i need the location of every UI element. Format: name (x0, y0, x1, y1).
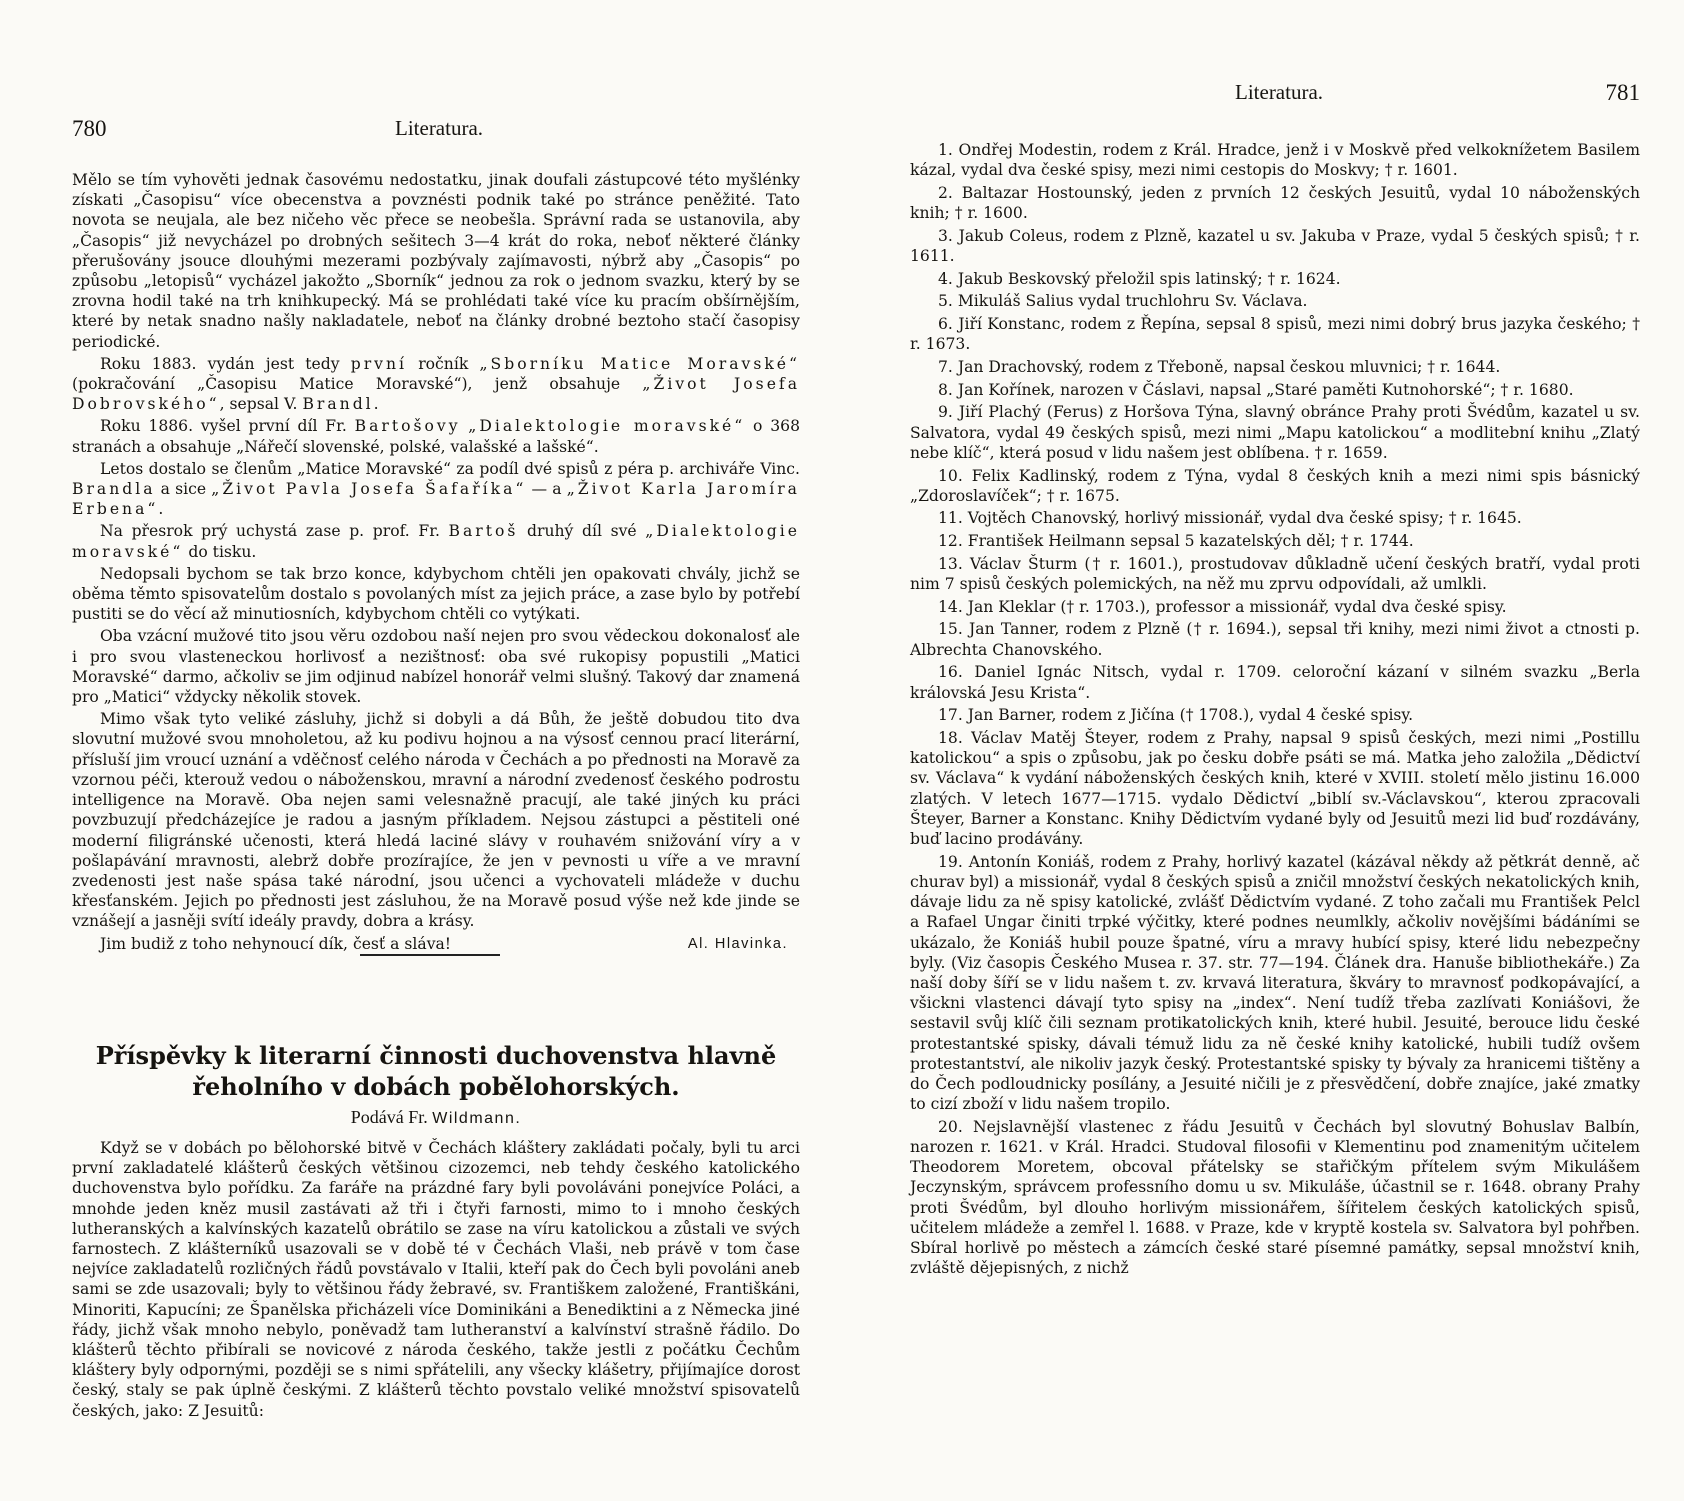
article-title-line: Příspěvky k literarní činnosti duchovenstva hlavně (95, 1041, 777, 1070)
paragraph: Mimo však tyto veliké zásluhy, jichž si dobyli a dá Bůh, že ještě dobudou tito dva slovutní mužové svou mnoholetou, až ku podivu hojnou a na výsosť cennou prací literární, přísluší jim vroucí uznání a vděčnosť celého národa v Čechách a po přednosti na Moravě za vzornou péči, kterouž vedou o náboženskou, mravní a národní zvedenosť českého podrostu intelligence na Moravě. Oba nejen sami velesnažně pracují, ale také jiných ku práci povzbuzují předcházejíce je radou a jasným příkladem. Nejsou zástupci a pěstiteli oné moderní filigránské učenosti, která hledá laciné slávy v rouhavém snižování víry a v pošlapávání mravnosti, alebrž dobře prozírajíce, že jen v pevnosti u víře a ve mravní zvedenosti jest naše spása také národní, jsou učenci a vychovateli mládeže v duchu křesťanském. Jejich po přednosti jest zásluhou, že na Moravě posud výše než kde jinde se vznášejí a jasněji svítí ideály pravdy, dobra a krásy. (72, 710, 800, 931)
paragraph-letos: Letos dostalo se členům „Matice Moravské“ za podíl dvé spisů z péra p. archiváře Vinc. Brandla a sice „Život Pavla Josefa Šafaříka“ — a „Život Karla Jaromíra Erbena“. (72, 459, 800, 519)
right-page-number: 781 (1605, 80, 1640, 105)
list-item: 1. Ondřej Modestin, rodem z Král. Hradce, jenž i v Moskvě před velkoknížetem Basilem kázal, vydal dva české spisy, mezi nimi cestopis do Moskvy; † r. 1601. (910, 141, 1640, 180)
list-item: 17. Jan Barner, rodem z Jičína († 1708.), vydal 4 české spisy. (938, 706, 1414, 725)
list-item: 10. Felix Kadlinský, rodem z Týna, vydal 8 českých knih a mezi nimi spis básnický „Zdoroslavíček“; † r. 1675. (910, 466, 1640, 505)
signature-line (72, 934, 800, 954)
right-running-title: Literatura. (1235, 80, 1324, 104)
list-item: 4. Jakub Beskovský přeložil spis latinský; † r. 1624. (938, 269, 1341, 288)
left-running-title: Literatura. (395, 116, 484, 140)
paragraph: Mělo se tím vyhověti jednak časovému nedostatku, jinak doufali zástupcové této myšlénky získati „Časopisu“ více obecenstva a povznésti podnik také po stránce peněžité. Tato novota se neujala, ale bez ničeho věc přece se neobešla. Správní rada se ustanovila, aby „Časopis“ již nevycházel po drobných sešitech 3—4 krát do roka, neboť některé články přerušovány jsouce dlouhými mezerami pozbývaly zajímavosti, nýbrž aby „Časopis“ po způsobu „letopisů“ vycházel jakožto „Sborník“ jednou za rok o jednom svazku, který by se zrovna hodil také na trh knihkupecký. Má se prohlédati také více ku pracím obšírnějším, které by netak snadno našly nakladatele, neboť na články drobné beztoho stačí časopisy periodické. (72, 171, 800, 351)
closing-text: Jim budiž z toho nehynoucí dík, česť a sláva! (100, 934, 452, 953)
left-body-text (72, 170, 800, 954)
list-item: 7. Jan Drachovský, rodem z Třeboně, napsal českou mluvnici; † r. 1644. (938, 358, 1501, 377)
article-title (72, 1040, 800, 1102)
list-item: 6. Jiří Konstanc, rodem z Řepína, sepsal 8 spisů, mezi nimi dobrý brus jazyka českého; † r. 1673. (910, 315, 1640, 354)
section-divider (360, 954, 500, 956)
list-item: 15. Jan Tanner, rodem z Plzně († r. 1694.), sepsal tři knihy, mezi nimi život a ctnosti p. Albrechta Chanovského. (910, 620, 1640, 659)
paragraph: Nedopsali bychom se tak brzo konce, kdybychom chtěli jen opakovati chvály, jichž se oběma těmto spisovatelům dostalo s povolaných míst za jejich práce, a zase bylo by potřebí pustiti se do věcí až minutiosních, kdybychom chtěli co vytýkati. (72, 564, 800, 624)
byline-prefix: Podává Fr. (350, 1107, 433, 1127)
paragraph: Oba vzácní mužové tito jsou věru ozdobou naší nejen pro svou vědeckou dokonalosť ale i pro svou vlasteneckou horlivosť a nezištnosť: oba své rukopisy popustili „Matici Moravské“ darmo, ačkoliv se jim odjinud nabízel honorář velmi slušný. Takový dar znamená pro „Matici“ vždycky několik stovek. (72, 627, 800, 707)
list-item: 14. Jan Kleklar († r. 1703.), professor a missionář, vydal dva české spisy. (938, 597, 1507, 616)
paragraph-1883: Roku 1883. vydán jest tedy první ročník „Sborníku Matice Moravské“ (pokračování „Časopisu Matice Moravské“), jenž obsahuje „Život Josefa Dobrovského“, sepsal V. Brandl. (72, 354, 800, 414)
list-item: 3. Jakub Coleus, rodem z Plzně, kazatel u sv. Jakuba v Praze, vydal 5 českých spisů; † r. 1611. (910, 226, 1640, 266)
list-item: 19. Antonín Koniáš, rodem z Prahy, horlivý kazatel (kázával někdy až pětkrát denně, ač churav byl) a missionář, vydal 8 českých spisů a zničil množství českých nekatolických knih, dávaje lidu za ně spisy katolické, zvlášť Dědictvím vydané. Z toho začali mu František Pelcl a Rafael Ungar činiti trpké výčitky, které podnes neumlkly, ačkoliv novějšími bádáními se ukázalo, že Koniáš hubil pouze špatné, víru a mravy hubící spisy, které lidu nebezpečny byly. (Viz časopis Českého Musea r. 37. str. 77—194. Článek dra. Hanuše bibliothekáře.) Za naší doby šíří se v lidu našem t. zv. krvavá literatura, škváry to mravnosť podkopávající, a všickni vlastenci dávají tyto spisy na „index“. Není tudíž třeba zazlívati Koniášovi, že sestavil svůj klíč čili seznam protikatolických knih, které hubil. Jesuité, berouce lidu české protestantské spisky, dávali témuž lidu za ně české knihy katolické, hubili tudíž ovšem protestantství, ale nikoliv jazyk český. Protestantské spisky ty bývaly za hranicemi tištěny a do Čech podloudnicky posílány, a Jesuité ničili je z přesvědčení, dobře znajíce, jaké zmatky to cizí zboží v lidu našem tropilo. (910, 852, 1640, 1114)
article-title-line: řeholního v dobách pobělohorských. (192, 1072, 680, 1101)
right-page (910, 0, 1640, 1501)
byline-author: Wildmann. (432, 1110, 522, 1127)
paragraph-presrok: Na přesrok prý uchystá zase p. prof. Fr. Bartoš druhý díl své „Dialektologie moravské“ do tisku. (72, 522, 800, 561)
list-item: 5. Mikuláš Salius vydal truchlohru Sv. Václava. (938, 292, 1308, 311)
article-byline (72, 1107, 800, 1128)
list-item: 18. Václav Matěj Šteyer, rodem z Prahy, napsal 9 spisů českých, mezi nimi „Postillu katolickou“ a spis o způsobu, jak po česku dobře psáti se má. Matka jeho založila „Dědictví sv. Václava“ k vydání náboženských českých knih, které v XVIII. století mělo jistinu 16.000 zlatých. V letech 1677—1715. vydalo Dědictví „biblí sv.-Václavskou“, kterou zpracovali Šteyer, Barner a Konstanc. Knihy Dědictvím vydané byly od Jesuitů mezi lid buď rozdávány, buď lacino prodávány. (910, 728, 1640, 848)
left-running-head (60, 116, 800, 146)
list-item: 2. Baltazar Hostounský, jeden z prvních 12 českých Jesuitů, vydal 10 náboženských knih; † r. 1600. (910, 183, 1640, 223)
list-item: 8. Jan Kořínek, narozen v Čáslavi, napsal „Staré paměti Kutnohorské“; † r. 1680. (938, 380, 1574, 399)
left-page-number: 780 (72, 116, 107, 141)
list-item: 12. František Heilmann sepsal 5 kazatelských děl; † r. 1744. (938, 532, 1414, 551)
right-body-text (910, 140, 1640, 1281)
right-running-head (910, 80, 1640, 110)
list-item: 13. Václav Šturm († r. 1601.), prostudovav důkladně učení českých bratří, vydal proti nim 7 spisů českých polemických, na něž mu zprvu odpovídali, až umlkli. (910, 554, 1640, 594)
author-name: Al. Hlavinka. (687, 935, 788, 952)
list-item: 20. Nejslavnější vlastenec z řádu Jesuitů v Čechách byl slovutný Bohuslav Balbín, narozen r. 1621. v Král. Hradci. Studoval filosofii v Klementinu pod znamenitým učitelem Theodorem Moretem, obcoval přátelsky se stařičkým přítelem svým Mikulášem Jeczynským, správcem professního domu u sv. Mikuláše, účastnil se r. 1648. obrany Prahy proti Švédům, byl dlouho horlivým missionářem, šířitelem českých katolických spisů, učitelem mládeže a zemřel l. 1688. v Praze, kde v kryptě kostela sv. Salvatora byl pohřben. Sbíral horlivě po městech a zámcích české staré písemné památky, sepsal množství knih, zvláště dějepisných, z nichž (910, 1117, 1640, 1278)
left-page (60, 0, 800, 1501)
article-body-text (72, 1138, 800, 1423)
paragraph: Když se v dobách po bělohorské bitvě v Čechách kláštery zakládati počaly, byli tu arci první zakladatelé klášterů českých většinou cizozemci, neb tehdy českého katolického duchovenstva bylo pořídku. Za faráře na prázdné fary byli povoláváni ponejvíce Poláci, a mnohde jeden kněz musil zastávati až tři i čtyři farnosti, mimo to i mnoho českých lutheranských a kalvínských kazatelů obrátilo se zase na víru katolickou a zůstali ve svých farnostech. Z klášterníků usazovali se v době té v Čechách Vlaši, neb právě v tom čase nejvíce zakladatelů rozličných řádů povstávalo v Italii, kteří pak do Čech byli povoláni aneb sami se zde usazovali; byly to většinou řády žebravé, sv. Františkem založené, Františkáni, Minoriti, Kapucíni; ze Španělska přicházeli více Dominikáni a Benediktini a z Německa jiné řády, jichž však mnoho nebylo, poněvadž tam lutheranství a kalvínství strašně řádilo. Do klášterů těchto přibírali se novicové z národa českého, takže jestli z počátku Čechům kláštery byly odpornými, později se s nimi spřátelili, any všecky klášetry, přijímajíce dorost český, staly se pak úplně českými. Z klášterů těchto povstalo veliké množství spisovatelů českých, jako: Z Jesuitů: (72, 1139, 800, 1420)
paragraph-1886: Roku 1886. vyšel první díl Fr. Bartošovy „Dialektologie moravské“ o 368 stranách a obsahuje „Nářečí slovenské, polské, valašské a lašské“. (72, 417, 800, 456)
list-item: 11. Vojtěch Chanovský, horlivý missionář, vydal dva české spisy; † r. 1645. (938, 509, 1522, 528)
list-item: 16. Daniel Ignác Nitsch, vydal r. 1709. celoroční kázaní v silném svazku „Berla královská Jesu Krista“. (910, 663, 1640, 702)
list-item: 9. Jiří Plachý (Ferus) z Horšova Týna, slavný obránce Prahy proti Švédům, kazatel u sv. Salvatora, vydal 49 českých spisů, mezi nimi „Mapu katolickou“ a modlitební knihu „Zlatý nebe klíč“, která posud v lidu našem jest oblíbena. † r. 1659. (910, 403, 1640, 462)
